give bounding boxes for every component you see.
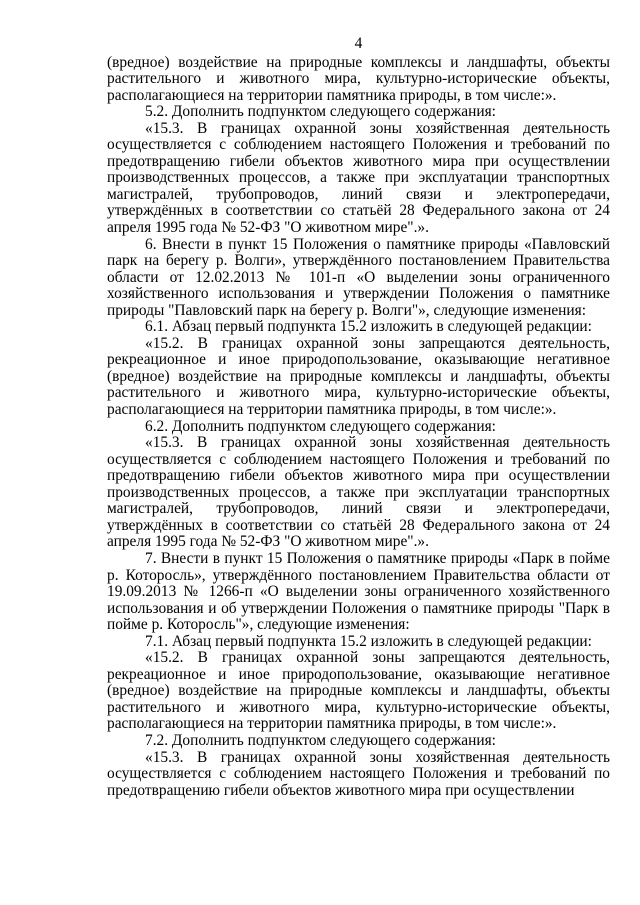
paragraph-15-2-b: «15.2. В границах охранной зоны запрещаются деятельность, рекреационное и иное природопользование, оказывающие негативное (вредное) воздействие на природные комплексы и ландшафты, объекты растительного и животного мира, культурно-исторические объекты, располагающиеся на территории памятника природы, в том числе:». — [107, 334, 610, 419]
page-number: 4 — [354, 35, 363, 52]
paragraph-15-2-c: «15.2. В границах охранной зоны запрещаются деятельность, рекреационное и иное природопользование, оказывающие негативное (вредное) воздействие на природные комплексы и ландшафты, объекты растительного и животного мира, культурно-исторические объекты, располагающиеся на территории памятника природы, в том числе:». — [107, 649, 610, 733]
paragraph-6-1: 6.1. Абзац первый подпункта 15.2 изложить в следующей редакции: — [145, 318, 592, 336]
paragraph-15-3-b: «15.3. В границах охранной зоны хозяйственная деятельность осуществляется с соблюдением настоящего Положения и требований по предотвращению гибели объектов животного мира при осуществлении производственных процессов, а также при эксплуатации транспортных магистралей, трубопроводов, линий связи и электропередачи, утверждённых в соответствии со статьёй 28 Федерального закона от 24 апреля 1995 года № 52-ФЗ "О животном мире".». — [107, 434, 610, 551]
paragraph-15-3-c: «15.3. В границах охранной зоны хозяйственная деятельность осуществляется с соблюдением настоящего Положения и требований по предотвращению гибели объектов животного мира при осуществлении — [107, 748, 610, 799]
paragraph-15-3-a: «15.3. В границах охранной зоны хозяйственная деятельность осуществляется с соблюдением настоящего Положения и требований по предотвращению гибели объектов животного мира при осуществлении производственных процессов, а также при эксплуатации транспортных магистралей, трубопроводов, линий связи и электропередачи, утверждённых в соответствии со статьёй 28 Федерального закона от 24 апреля 1995 года № 52-ФЗ "О животном мире".». — [107, 119, 610, 237]
paragraph-7-2: 7.2. Дополнить подпунктом следующего содержания: — [145, 731, 496, 749]
paragraph-5-2: 5.2. Дополнить подпунктом следующего содержания: — [145, 103, 496, 121]
paragraph-6-2: 6.2. Дополнить подпунктом следующего содержания: — [145, 417, 496, 435]
paragraph-7: 7. Внести в пункт 15 Положения о памятнике природы «Парк в пойме р. Которосль», утверждённого постановлением Правительства области от 19.09.2013 № 1266-п «О выделении зоны ограниченного хозяйственного использования и об утверждении Положения о памятнике природы "Парк в пойме р. Которосль"», следующие изменения: — [107, 549, 610, 634]
paragraph-6: 6. Внести в пункт 15 Положения о памятнике природы «Павловский парк на берегу р. Волги», утверждённого постановлением Правительства области от 12.02.2013 № 101-п «О выделении зоны ограниченного хозяйственного использования и утверждении Положения о памятнике природы "Павловский парк на берегу р. Волги"», следующие изменения: — [107, 235, 610, 319]
paragraph-continuation: (вредное) воздействие на природные комплексы и ландшафты, объекты растительного и животного мира, культурно-исторические объекты, располагающиеся на территории памятника природы, в том числе:». — [107, 53, 610, 104]
paragraph-7-1: 7.1. Абзац первый подпункта 15.2 изложить в следующей редакции: — [145, 632, 592, 650]
